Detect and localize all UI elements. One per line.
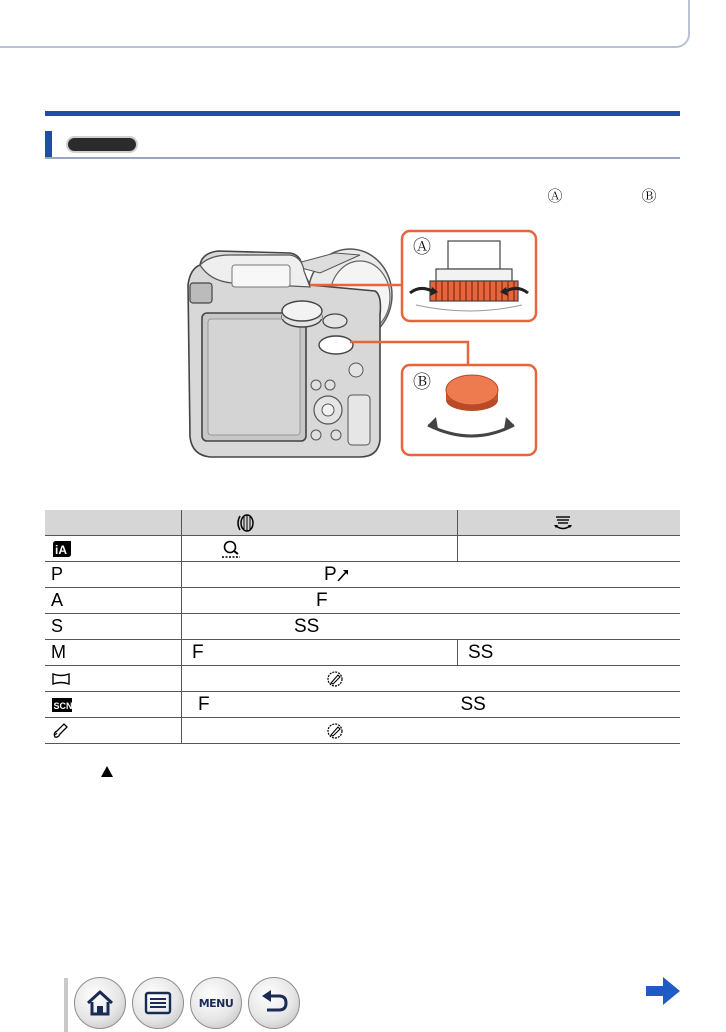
mode-a-cell xyxy=(45,588,182,614)
contents-button[interactable] xyxy=(132,977,184,1029)
redacted-label-pill xyxy=(66,136,138,153)
table-row-ia xyxy=(45,536,680,562)
mode-ia-cell xyxy=(45,536,182,562)
callout-b-label: Ⓑ xyxy=(413,372,431,392)
aperture-symbol: F xyxy=(316,589,328,611)
nav-divider xyxy=(64,978,68,1032)
m-dial-cell xyxy=(458,640,681,666)
mode-m-cell xyxy=(45,640,182,666)
control-assignment-table xyxy=(45,510,680,744)
panorama-icon xyxy=(51,672,71,686)
table-row-creative xyxy=(45,718,680,744)
table-row-s xyxy=(45,614,680,640)
table-row-panorama xyxy=(45,666,680,692)
header-control-dial xyxy=(458,510,681,536)
callout-b-text: Ⓑ xyxy=(641,188,657,205)
table-row-p xyxy=(45,562,680,588)
creative-combined-cell xyxy=(182,718,681,744)
filter-effect-icon xyxy=(326,722,344,740)
scene-dial-cell xyxy=(458,692,681,718)
aperture-symbol: F xyxy=(192,641,204,663)
creative-control-icon xyxy=(51,722,71,740)
header-control-ring xyxy=(182,510,458,536)
mode-p-label: P xyxy=(51,563,64,584)
s-combined-cell xyxy=(182,614,681,640)
list-icon xyxy=(144,991,172,1015)
program-shift-symbol: P xyxy=(324,563,337,585)
callout-a-label: Ⓐ xyxy=(413,237,431,257)
svg-text:iA: iA xyxy=(55,543,67,558)
panorama-combined-cell xyxy=(182,666,681,692)
header-mode xyxy=(45,510,182,536)
shutter-symbol: SS xyxy=(468,641,494,663)
scene-guide-icon xyxy=(51,697,73,713)
home-icon xyxy=(85,989,115,1017)
intelligent-auto-icon xyxy=(51,540,73,558)
shutter-symbol: SS xyxy=(460,693,486,715)
mode-panorama-cell xyxy=(45,666,182,692)
back-arrow-icon xyxy=(259,990,289,1016)
mode-s-label: S xyxy=(51,615,64,636)
control-ring-icon xyxy=(234,513,256,533)
next-page-arrow-icon[interactable] xyxy=(645,976,681,1006)
zoom-icon xyxy=(220,539,242,559)
table-row-a xyxy=(45,588,680,614)
mode-a-label: A xyxy=(51,589,64,610)
program-shift-arrow-icon xyxy=(337,568,349,582)
a-combined-cell xyxy=(182,588,681,614)
scene-ring-cell xyxy=(182,692,458,718)
m-ring-cell xyxy=(182,640,458,666)
ia-ring-cell xyxy=(182,536,458,562)
menu-button[interactable] xyxy=(190,977,242,1029)
subheading-marker xyxy=(45,131,52,159)
up-triangle-icon xyxy=(101,766,113,777)
control-dial-icon xyxy=(552,514,574,532)
subheading-rule xyxy=(45,157,680,159)
table-row-scene xyxy=(45,692,680,718)
menu-button-label: MENU xyxy=(198,996,234,1010)
home-button[interactable] xyxy=(74,977,126,1029)
filter-effect-icon xyxy=(326,670,344,688)
ia-dial-cell xyxy=(458,536,681,562)
mode-creative-cell xyxy=(45,718,182,744)
mode-p-cell xyxy=(45,562,182,588)
header-frame xyxy=(0,0,690,48)
aperture-symbol: F xyxy=(198,693,210,715)
mode-scene-cell xyxy=(45,692,182,718)
callout-a-text: Ⓐ xyxy=(547,188,563,205)
section-rule xyxy=(45,111,680,116)
back-button[interactable] xyxy=(248,977,300,1029)
mode-m-label: M xyxy=(51,641,66,662)
table-header-row xyxy=(45,510,680,536)
p-combined-cell xyxy=(182,562,681,588)
mode-s-cell xyxy=(45,614,182,640)
table-row-m xyxy=(45,640,680,666)
shutter-symbol: SS xyxy=(294,615,320,637)
svg-text:SCN: SCN xyxy=(53,701,73,712)
camera-illustration xyxy=(170,225,550,465)
